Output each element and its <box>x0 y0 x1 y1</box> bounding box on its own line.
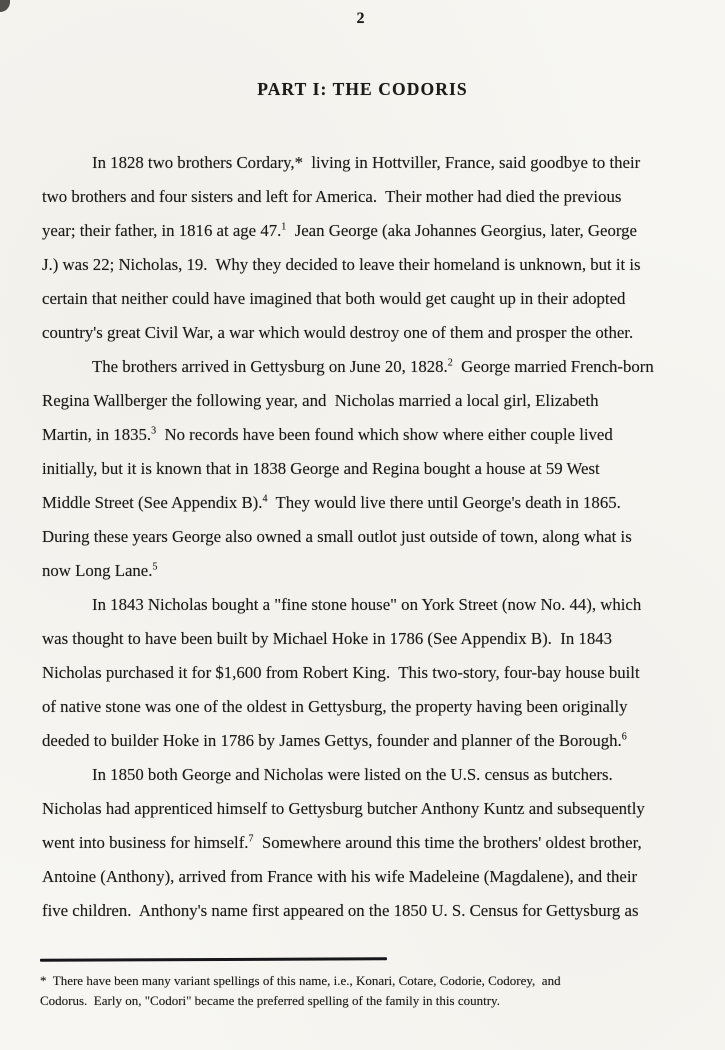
footnote <box>40 971 670 1010</box>
footnote-reference: 3 <box>151 425 157 437</box>
text-line: certain that neither could have imagined that both would get caught up in their adopted <box>42 289 626 308</box>
footnote-reference: 4 <box>262 493 268 505</box>
text-line: two brothers and four sisters and left for America. Their mother had died the previous <box>42 187 622 206</box>
text-line: went into business for himself.$^7$ Somewhere around this time the brothers' oldest brother, <box>42 833 642 852</box>
text-line: Middle Street (See Appendix B).$^4$ They would live there until George's death in 1865. <box>42 493 621 512</box>
page-number: 2 <box>356 10 365 27</box>
page-title: PART I: THE CODORIS <box>257 79 468 99</box>
footnote-divider <box>40 957 387 961</box>
text-line: Regina Wallberger the following year, and Nicholas married a local girl, Elizabeth <box>42 391 599 410</box>
text-line: Antoine (Anthony), arrived from France with his wife Madeleine (Magdalene), and their <box>42 867 638 886</box>
body-text <box>42 146 702 928</box>
text-line: five children. Anthony's name first appeared on the 1850 U. S. Census for Gettysburg as <box>42 901 639 920</box>
text-line: During these years George also owned a small outlot just outside of town, along what is <box>42 527 632 546</box>
text-line: of native stone was one of the oldest in Gettysburg, the property having been originally <box>42 697 628 716</box>
footnote-line: * There have been many variant spellings of this name, i.e., Konari, Cotare, Codorie, Codorey, and <box>40 973 561 988</box>
text-line: Nicholas had apprenticed himself to Gettysburg butcher Anthony Kuntz and subsequently <box>42 799 645 818</box>
text-line: Nicholas purchased it for $1,600 from Robert King. This two-story, four-bay house built <box>42 663 640 682</box>
footnote-reference: 6 <box>621 731 627 743</box>
text-line: In 1850 both George and Nicholas were listed on the U.S. census as butchers. <box>92 765 613 784</box>
footnote-reference: 2 <box>447 357 453 369</box>
text-line: year; their father, in 1816 at age 47.$^1$ Jean George (aka Johannes Georgius, later, George <box>42 221 637 240</box>
footnote-line: Codorus. Early on, "Codori" became the preferred spelling of the family in this country. <box>40 992 500 1008</box>
text-line: J.) was 22; Nicholas, 19. Why they decided to leave their homeland is unknown, but it is <box>42 255 641 274</box>
text-line: The brothers arrived in Gettysburg on June 20, 1828.$^2$ George married French-born <box>92 357 654 376</box>
text-line: country's great Civil War, a war which would destroy one of them and prosper the other. <box>42 323 634 342</box>
footnote-reference: 5 <box>152 561 158 573</box>
text-line: now Long Lane.$^5$ <box>42 561 158 580</box>
text-line: Martin, in 1835.$^3$ No records have been found which show where either couple lived <box>42 425 613 444</box>
text-line: initially, but it is known that in 1838 George and Regina bought a house at 59 West <box>42 459 600 478</box>
footnote-reference: 7 <box>248 833 254 845</box>
text-line: was thought to have been built by Michael Hoke in 1786 (See Appendix B). In 1843 <box>42 629 612 648</box>
text-line: deeded to builder Hoke in 1786 by James Gettys, founder and planner of the Borough.$^6$ <box>42 731 627 750</box>
text-line: In 1828 two brothers Cordary,* living in Hottviller, France, said goodbye to their <box>92 153 641 172</box>
text-line: In 1843 Nicholas bought a "fine stone house" on York Street (now No. 44), which <box>92 595 642 614</box>
footnote-reference: 1 <box>281 221 287 233</box>
